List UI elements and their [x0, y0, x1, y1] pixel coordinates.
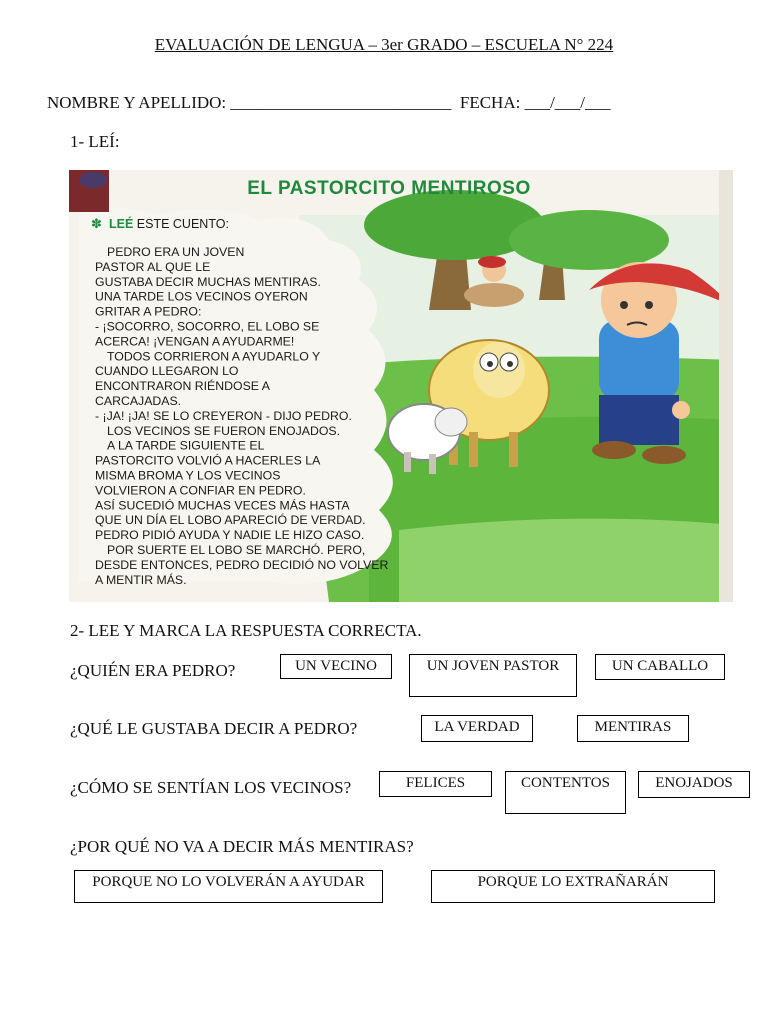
- story-line: ACERCA! ¡VENGAN A AYUDARME!: [95, 334, 295, 349]
- question-2: ¿QUÉ LE GUSTABA DECIR A PEDRO?: [70, 719, 358, 738]
- section-2-label: 2- LEE Y MARCA LA RESPUESTA CORRECTA.: [70, 621, 422, 640]
- story-line: CUANDO LLEGARON LO: [95, 364, 239, 379]
- story-line: GUSTABA DECIR MUCHAS MENTIRAS.: [95, 274, 321, 289]
- flower-icon: ✽: [91, 216, 102, 231]
- q1-option-vecino[interactable]: UN VECINO: [280, 654, 392, 679]
- story-line: LOS VECINOS SE FUERON ENOJADOS.: [107, 423, 341, 438]
- name-date-line: NOMBRE Y APELLIDO: __________________________ FECHA: ___/___/___: [47, 93, 611, 112]
- story-line: - ¡SOCORRO, SOCORRO, EL LOBO SE: [95, 319, 320, 334]
- story-line: ENCONTRARON RIÉNDOSE A: [95, 379, 270, 394]
- q1-option-caballo[interactable]: UN CABALLO: [595, 654, 725, 680]
- story-line: DESDE ENTONCES, PEDRO DECIDIÓ NO VOLVER: [95, 557, 389, 572]
- story-instruction-rest: ESTE CUENTO:: [133, 217, 229, 231]
- story-line: ASÍ SUCEDIÓ MUCHAS VECES MÁS HASTA: [95, 498, 350, 513]
- story-line: TODOS CORRIERON A AYUDARLO Y: [107, 349, 321, 364]
- story-line: CARCAJADAS.: [95, 394, 182, 408]
- story-instruction-lee: LEÉ: [109, 217, 134, 231]
- q1-option-joven-pastor[interactable]: UN JOVEN PASTOR: [409, 654, 577, 697]
- story-line: VOLVIERON A CONFIAR EN PEDRO.: [95, 483, 306, 498]
- q2-option-mentiras[interactable]: MENTIRAS: [577, 715, 689, 742]
- q4-option-no-ayudar[interactable]: PORQUE NO LO VOLVERÁN A AYUDAR: [74, 870, 383, 903]
- story-line: QUE UN DÍA EL LOBO APARECIÓ DE VERDAD.: [95, 513, 366, 528]
- story-illustration: [69, 170, 733, 602]
- q3-option-felices[interactable]: FELICES: [379, 771, 492, 797]
- story-line: PASTOR AL QUE LE: [95, 259, 211, 274]
- story-line: UNA TARDE LOS VECINOS OYERON: [95, 289, 308, 304]
- story-line: PEDRO ERA UN JOVEN: [107, 245, 245, 259]
- story-line: - ¡JA! ¡JA! SE LO CREYERON - DIJO PEDRO.: [95, 408, 352, 423]
- story-line: POR SUERTE EL LOBO SE MARCHÓ. PERO,: [107, 543, 366, 557]
- story-instruction: [109, 216, 229, 231]
- story-line: GRITAR A PEDRO:: [95, 304, 202, 319]
- story-line: A MENTIR MÁS.: [95, 572, 187, 587]
- story-title: EL PASTORCITO MENTIROSO: [247, 178, 531, 199]
- section-1-label: 1- LEÍ:: [70, 132, 120, 151]
- page-title: EVALUACIÓN DE LENGUA – 3er GRADO – ESCUELA N° 224: [154, 35, 614, 54]
- story-line: PEDRO PIDIÓ AYUDA Y NADIE LE HIZO CASO.: [95, 528, 365, 543]
- story-line: A LA TARDE SIGUIENTE EL: [107, 438, 265, 453]
- q2-option-verdad[interactable]: LA VERDAD: [421, 715, 533, 742]
- q3-option-contentos[interactable]: CONTENTOS: [505, 771, 626, 814]
- q3-option-enojados[interactable]: ENOJADOS: [638, 771, 750, 798]
- question-4: ¿POR QUÉ NO VA A DECIR MÁS MENTIRAS?: [70, 837, 414, 856]
- question-3: ¿CÓMO SE SENTÍAN LOS VECINOS?: [70, 778, 352, 797]
- question-1: ¿QUIÉN ERA PEDRO?: [70, 661, 236, 680]
- q4-option-extranaran[interactable]: PORQUE LO EXTRAÑARÁN: [431, 870, 715, 903]
- story-line: PASTORCITO VOLVIÓ A HACERLES LA: [95, 453, 321, 468]
- story-line: MISMA BROMA Y LOS VECINOS: [95, 468, 281, 483]
- story-illustration-svg: [69, 170, 733, 602]
